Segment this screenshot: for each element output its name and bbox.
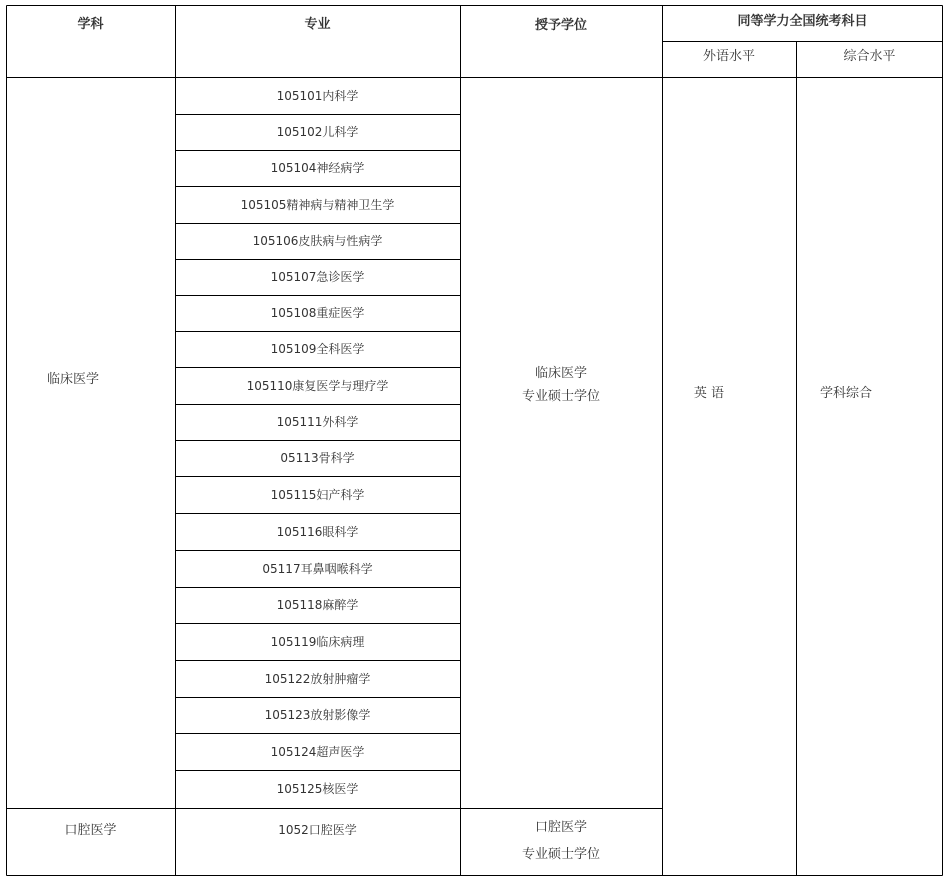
major-cell: 105122放射肿瘤学	[264, 671, 371, 686]
header-comprehensive-level: 综合水平	[843, 48, 896, 64]
major-cell: 105104神经病学	[270, 161, 365, 175]
header-foreign-language-level: 外语水平	[702, 48, 755, 64]
degree-stomatology	[460, 814, 662, 868]
discipline-clinical-medicine: 临床医学	[46, 371, 99, 387]
degree-clinical-medicine	[460, 361, 662, 409]
major-cell: 105123放射影像学	[264, 708, 371, 722]
major-cell: 105101内科学	[276, 89, 359, 103]
major-cell: 1052口腔医学	[278, 823, 357, 837]
major-cell: 105105精神病与精神卫生学	[240, 197, 395, 212]
major-cell: 105116眼科学	[276, 524, 359, 539]
exam-comprehensive: 学科综合	[819, 385, 872, 401]
major-cell: 105125核医学	[276, 782, 359, 796]
major-cell: 105118麻醉学	[276, 598, 359, 612]
major-cell: 105115妇产科学	[270, 487, 365, 502]
degree-table	[6, 5, 943, 876]
discipline-stomatology: 口腔医学	[64, 822, 117, 838]
table-grid-lines	[6, 5, 943, 876]
degree-type: 专业硕士学位	[521, 847, 600, 862]
header-exam-subjects: 同等学力全国统考科目	[737, 13, 868, 29]
major-cell: 105106皮肤病与性病学	[252, 234, 383, 248]
major-cell: 105109全科医学	[270, 342, 365, 356]
major-cell: 105107急诊医学	[270, 270, 365, 284]
degree-name: 临床医学	[534, 366, 587, 381]
major-cell: 105108重症医学	[270, 306, 365, 320]
header-discipline: 学科	[77, 16, 104, 32]
degree-name: 口腔医学	[534, 820, 587, 835]
header-degree: 授予学位	[534, 17, 587, 33]
major-cell: 105102儿科学	[276, 125, 359, 139]
major-cell: 105124超声医学	[270, 744, 365, 759]
major-cell: 105110康复医学与理疗学	[246, 378, 389, 393]
major-cell: 05117耳鼻咽喉科学	[262, 561, 373, 576]
header-major: 专业	[304, 16, 331, 32]
major-cell: 105111外科学	[276, 415, 359, 429]
exam-foreign-language: 英 语	[693, 385, 725, 401]
degree-type: 专业硕士学位	[521, 389, 600, 404]
major-cell: 105119临床病理	[270, 634, 365, 649]
major-cell: 05113骨科学	[280, 451, 355, 465]
